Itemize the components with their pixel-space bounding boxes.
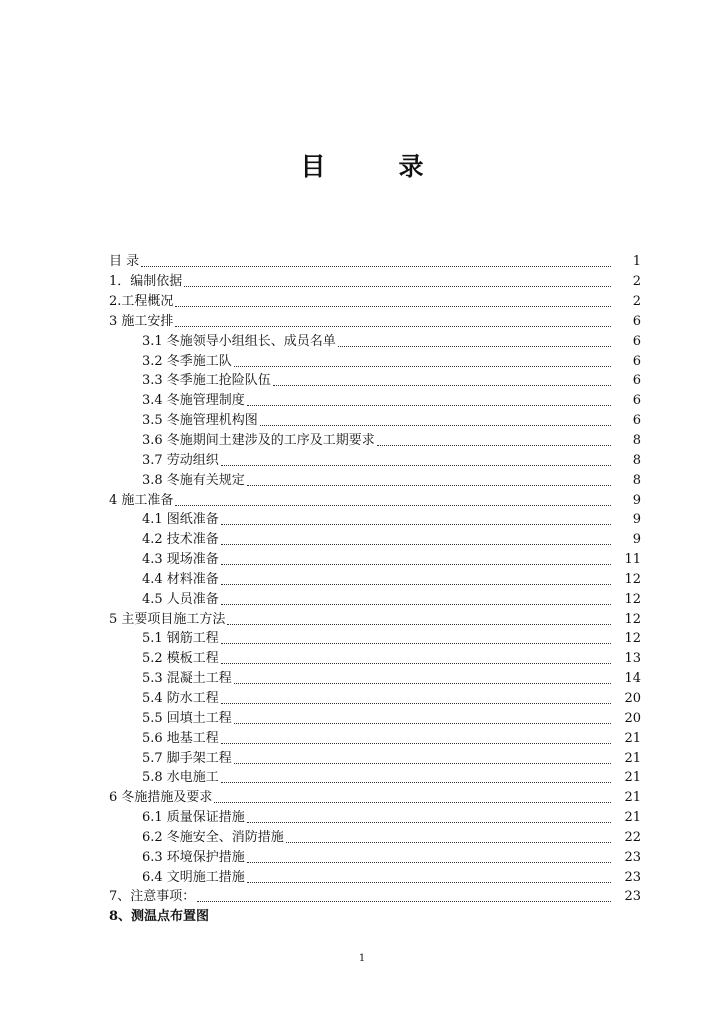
toc-entry-label: 3.6 冬施期间土建涉及的工序及工期要求 [142,433,375,449]
toc-entry[interactable] [109,788,641,808]
toc-dot-leader [221,643,611,644]
toc-entry-label: 3.5 冬施管理机构图 [142,413,258,429]
toc-entry-page: 6 [632,313,641,329]
toc-dot-leader [141,266,611,267]
toc-entry-page: 23 [624,889,641,905]
toc-entry-page: 9 [632,512,641,528]
toc-dot-leader [221,584,611,585]
toc-dot-leader [234,723,611,724]
toc-entry-label: 4.4 材料准备 [142,571,219,587]
toc-entry-label: 6 冬施措施及要求 [109,790,213,806]
toc-dot-leader [197,901,611,902]
toc-entry[interactable] [109,689,641,709]
toc-entry[interactable] [109,351,641,371]
toc-dot-leader [184,286,611,287]
toc-entry-label: 3.4 冬施管理制度 [142,393,245,409]
toc-dot-leader [234,683,611,684]
toc-entry[interactable] [109,510,641,530]
toc-entry[interactable] [109,431,641,451]
toc-entry[interactable] [109,371,641,391]
toc-entry-page: 2 [632,294,641,310]
toc-entry-label: 4.2 技术准备 [142,532,219,548]
toc-entry-label: 3.1 冬施领导小组组长、成员名单 [142,333,336,349]
table-of-contents [109,252,641,927]
toc-entry-label: 1．编制依据 [109,274,183,290]
toc-entry[interactable] [109,252,641,272]
toc-entry-page: 6 [632,373,641,389]
toc-entry-page: 12 [624,631,641,647]
toc-entry[interactable] [109,331,641,351]
toc-entry[interactable] [109,450,641,470]
toc-entry-label: 6.4 文明施工措施 [142,869,245,885]
toc-entry[interactable] [109,867,641,887]
toc-entry-page: 8 [632,452,641,468]
toc-dot-leader [234,366,611,367]
toc-entry[interactable] [109,808,641,828]
toc-entry-page: 11 [624,552,641,568]
toc-entry-page: 1 [632,254,641,270]
toc-dot-leader [247,822,611,823]
toc-entry-page: 12 [624,571,641,587]
toc-entry-label: 3.7 劳动组织 [142,452,219,468]
toc-dot-leader [338,346,611,347]
toc-entry-label: 5.2 模板工程 [142,651,219,667]
toc-entry[interactable] [109,292,641,312]
toc-dot-leader [221,782,611,783]
toc-entry-page: 23 [624,849,641,865]
page-number: 1 [358,953,366,964]
toc-entry-label: 6.3 环境保护措施 [142,849,245,865]
toc-entry[interactable] [109,391,641,411]
toc-entry-page: 8 [632,472,641,488]
toc-entry-page: 6 [632,333,641,349]
toc-entry-label: 6.1 质量保证措施 [142,810,245,826]
toc-entry-label: 6.2 冬施安全、消防措施 [142,829,284,845]
toc-entry[interactable] [109,570,641,590]
toc-entry[interactable] [109,728,641,748]
toc-entry-label: 8、测温点布置图 [109,909,210,925]
toc-dot-leader [221,663,611,664]
toc-entry-label: 5 主要项目施工方法 [109,611,226,627]
toc-dot-leader [175,505,611,506]
toc-entry-page: 21 [624,790,641,806]
toc-entry[interactable] [109,847,641,867]
toc-entry[interactable] [109,589,641,609]
toc-dot-leader [221,524,611,525]
toc-dot-leader [221,743,611,744]
toc-entry-label: 5.7 脚手架工程 [142,750,232,766]
toc-entry[interactable] [109,827,641,847]
toc-entry[interactable] [109,649,641,669]
toc-dot-leader [286,842,611,843]
toc-dot-leader [247,862,611,863]
toc-dot-leader [175,306,611,307]
toc-entry[interactable] [109,609,641,629]
toc-dot-leader [221,564,611,565]
toc-dot-leader [234,763,611,764]
toc-entry[interactable] [109,312,641,332]
toc-dot-leader [247,485,611,486]
toc-dot-leader [247,405,611,406]
toc-entry[interactable] [109,887,641,907]
toc-entry-label: 4.5 人员准备 [142,591,219,607]
toc-entry-page: 13 [624,651,641,667]
toc-entry-page: 21 [624,810,641,826]
toc-entry-label: 4 施工准备 [109,492,174,508]
toc-entry[interactable] [109,411,641,431]
toc-dot-leader [221,544,611,545]
toc-entry[interactable] [109,530,641,550]
toc-entry-label: 5.4 防水工程 [142,690,219,706]
toc-entry-page: 6 [632,393,641,409]
toc-entry-label: 3.8 冬施有关规定 [142,472,245,488]
toc-entry-page: 20 [624,710,641,726]
toc-dot-leader [221,703,611,704]
toc-entry-page: 8 [632,433,641,449]
toc-entry-page: 21 [624,750,641,766]
toc-entry-page: 21 [624,730,641,746]
toc-entry-label: 5.8 水电施工 [142,770,219,786]
toc-entry-page: 6 [632,413,641,429]
toc-entry-label: 4.3 现场准备 [142,552,219,568]
toc-entry-label: 3 施工安排 [109,313,174,329]
toc-entry-label: 5.3 混凝土工程 [142,671,232,687]
toc-entry-page: 2 [632,274,641,290]
toc-entry[interactable] [109,748,641,768]
toc-entry-page: 12 [624,611,641,627]
toc-entry-page: 23 [624,869,641,885]
toc-entry-label: 3.3 冬季施工抢险队伍 [142,373,271,389]
toc-entry-page: 9 [632,532,641,548]
toc-entry[interactable] [109,768,641,788]
toc-entry-page: 21 [624,770,641,786]
toc-entry[interactable] [109,629,641,649]
toc-entry-page: 14 [624,671,641,687]
toc-entry-label: 5.1 钢筋工程 [142,631,219,647]
toc-entry-label: 5.6 地基工程 [142,730,219,746]
toc-entry-page: 22 [624,829,641,845]
toc-entry-label: 5.5 回填土工程 [142,710,232,726]
toc-dot-leader [260,425,611,426]
toc-dot-leader [273,385,611,386]
toc-entry[interactable] [109,550,641,570]
toc-entry-label: 4.1 图纸准备 [142,512,219,528]
toc-entry[interactable] [109,708,641,728]
page-title: 目 录 [300,152,448,181]
toc-entry[interactable] [109,490,641,510]
toc-entry[interactable] [109,272,641,292]
toc-dot-leader [221,465,611,466]
toc-entry-page: 9 [632,492,641,508]
toc-entry-label: 2.工程概况 [109,294,174,310]
toc-dot-leader [227,624,611,625]
toc-dot-leader [247,882,611,883]
toc-entry-page: 6 [632,353,641,369]
toc-dot-leader [175,326,611,327]
toc-dot-leader [221,604,611,605]
toc-entry-label: 3.2 冬季施工队 [142,353,232,369]
toc-entry-page: 20 [624,690,641,706]
toc-entry[interactable] [109,907,641,927]
toc-entry-page: 12 [624,591,641,607]
toc-dot-leader [377,445,611,446]
toc-entry[interactable] [109,669,641,689]
toc-entry-label: 7、注意事项： [109,889,196,905]
toc-entry-label: 目 录 [109,254,140,270]
toc-dot-leader [214,802,611,803]
toc-entry[interactable] [109,470,641,490]
